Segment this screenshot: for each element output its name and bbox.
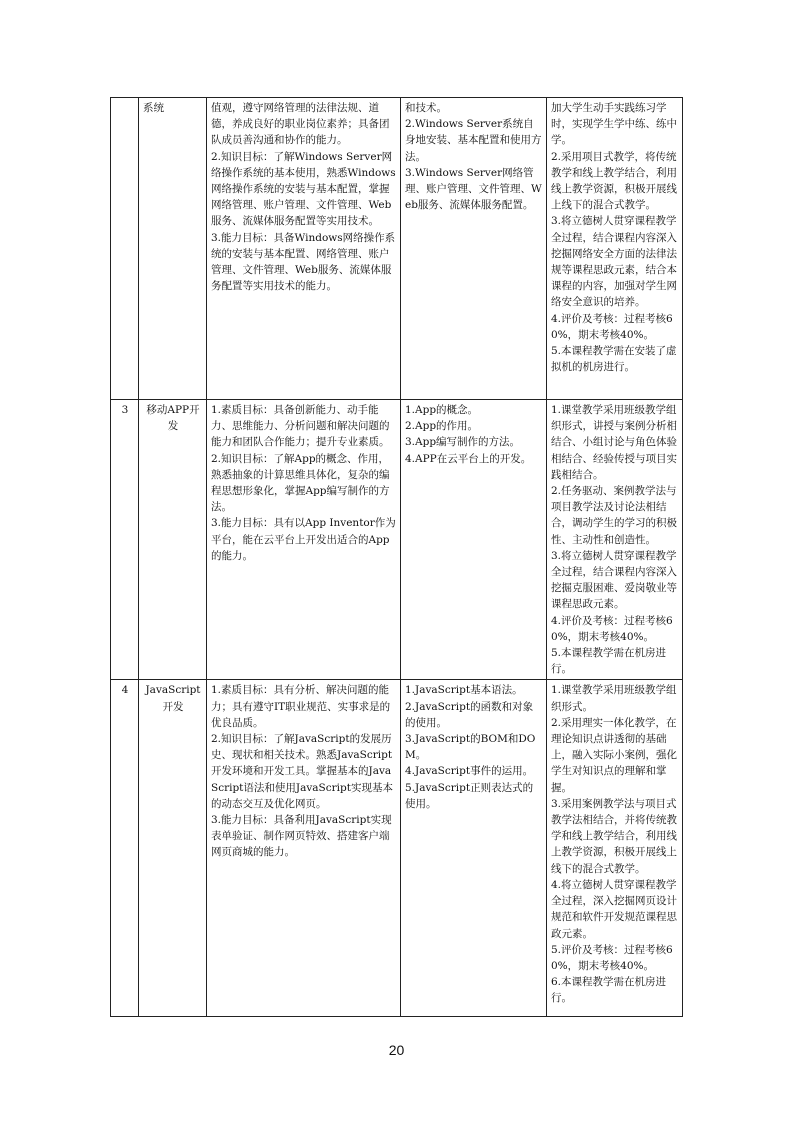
requirement-text: 4.将立德树人贯穿课程教学全过程，深入挖掘网页设计规范和软件开发规范课程思政元素。 bbox=[551, 878, 677, 940]
content-cell bbox=[401, 400, 547, 680]
requirement-text: 2.任务驱动、案例教学法与项目教学法及讨论法相结合，调动学生的学习的积极性、主动性和创造性。 bbox=[551, 485, 677, 546]
objectives-cell bbox=[207, 680, 401, 1017]
requirements-cell bbox=[547, 98, 683, 400]
requirement-text: 5.本课程教学需在安装了虚拟机的机房进行。 bbox=[551, 345, 677, 374]
row-number-cell: 4 bbox=[111, 680, 139, 1017]
requirement-text: 1.课堂教学采用班级教学组织形式，讲授与案例分析相结合、小组讨论与角色体验相结合、经验传授与项目实践相结合。 bbox=[551, 404, 677, 481]
objective-text: 3.能力目标：具有以App Inventor作为平台，能在云平台上开发出适合的App的能力。 bbox=[211, 517, 396, 562]
content-text: 2.JavaScript的函数和对象的使用。 bbox=[405, 700, 534, 729]
requirement-text: 2.采用项目式教学，将传统教学和线上教学结合，利用线上教学资源，积极开展线上线下的混合式教学。 bbox=[551, 150, 677, 212]
requirement-text: 3.将立德树人贯穿课程教学全过程，结合课程内容深入挖掘克服困难、爱岗敬业等课程思政元素。 bbox=[551, 549, 677, 611]
content-text: 2.Windows Server系统自身地安装、基本配置和使用方法。 bbox=[405, 118, 542, 163]
objective-text: 2.知识目标：了解Windows Server网络操作系统的基本使用，熟悉Windows网络操作系统的安装与基本配置，掌握网络管理、账户管理、文件管理、Web服务、流媒体服务配置等实用技术。 bbox=[211, 150, 396, 228]
objective-text: 3.能力目标：具备Windows网络操作系统的安装与基本配置、网络管理、账户管理、文件管理、Web服务、流媒体服务配置等实用技术的能力。 bbox=[211, 231, 396, 293]
objective-text: 2.知识目标：了解JavaScript的发展历史、现状和相关技术。熟悉JavaScript开发环境和开发工具。掌握基本的JavaScript语法和使用JavaScript实现基本的动态交互及优化网页。 bbox=[211, 733, 393, 810]
page-number: 20 bbox=[388, 1042, 405, 1058]
objective-text: 3.能力目标：具备利用JavaScript实现表单验证、制作网页特效、搭建客户端网页商城的能力。 bbox=[211, 814, 392, 859]
requirement-text: 1.课堂教学采用班级教学组织形式。 bbox=[551, 684, 677, 713]
course-name-cell: 系统 bbox=[139, 98, 207, 400]
content-text: 4.JavaScript事件的运用。 bbox=[405, 765, 534, 778]
requirement-text: 3.将立德树人贯穿课程教学全过程，结合课程内容深入挖掘网络安全方面的法律法规等课程思政元素，结合本课程的内容，加强对学生网络安全意识的培养。 bbox=[551, 215, 677, 309]
content-text: 2.App的作用。 bbox=[405, 420, 479, 433]
requirement-text: 3.采用案例教学法与项目式教学法相结合，并将传统教学和线上教学结合，利用线上教学资源，积极开展线上线下的混合式教学。 bbox=[551, 797, 677, 875]
content-text: 5.JavaScript正则表达式的使用。 bbox=[405, 781, 534, 810]
content-text: 3.JavaScript的BOM和DOM。 bbox=[405, 733, 536, 762]
row-number-cell bbox=[111, 98, 139, 400]
requirement-text: 5.评价及考核：过程考核60%，期末考核40%。 bbox=[551, 943, 673, 972]
content-cell bbox=[401, 680, 547, 1017]
requirements-cell bbox=[547, 680, 683, 1017]
requirement-text: 5.本课程教学需在机房进行。 bbox=[551, 647, 667, 676]
objectives-cell bbox=[207, 400, 401, 680]
requirement-text: 2.采用理实一体化教学，在理论知识点讲透彻的基础上，融入实际小案例，强化学生对知识点的理解和掌握。 bbox=[551, 716, 677, 794]
objectives-cell bbox=[207, 98, 401, 400]
table-row bbox=[111, 400, 683, 680]
table-row bbox=[111, 680, 683, 1017]
objective-text: 值观，遵守网络管理的法律法规、道德，养成良好的职业岗位素养；具备团队成员善沟通和协作的能力。 bbox=[211, 102, 390, 147]
content-text: 4.APP在云平台上的开发。 bbox=[405, 452, 532, 465]
requirements-cell bbox=[547, 400, 683, 680]
table-row bbox=[111, 98, 683, 400]
course-name-cell: 移动APP开发 bbox=[139, 400, 207, 680]
course-name-cell: JavaScript开发 bbox=[139, 680, 207, 1017]
objective-text: 1.素质目标：具有分析、解决问题的能力；具有遵守IT职业规范、实事求是的优良品质。 bbox=[211, 684, 391, 729]
content-text: 3.App编写制作的方法。 bbox=[405, 436, 521, 449]
requirement-text: 加大学生动手实践练习学时，实现学生学中练、练中学。 bbox=[551, 102, 677, 147]
requirement-text: 4.评价及考核：过程考核60%，期末考核40%。 bbox=[551, 312, 673, 341]
requirement-text: 4.评价及考核：过程考核60%，期末考核40%。 bbox=[551, 614, 673, 643]
content-text: 1.App的概念。 bbox=[405, 404, 479, 416]
content-cell bbox=[401, 98, 547, 400]
requirement-text: 6.本课程教学需在机房进行。 bbox=[551, 976, 667, 1005]
content-text: 1.JavaScript基本语法。 bbox=[405, 684, 523, 697]
objective-text: 1.素质目标：具备创新能力、动手能力、思维能力、分析问题和解决问题的能力和团队合作能力；提升专业素质。 bbox=[211, 404, 390, 449]
content-text: 和技术。 bbox=[405, 102, 447, 114]
curriculum-table bbox=[110, 97, 683, 1017]
content-text: 3.Windows Server网络管理、账户管理、文件管理、Web服务、流媒体服务配置。 bbox=[405, 166, 542, 212]
row-number-cell: 3 bbox=[111, 400, 139, 680]
objective-text: 2.知识目标：了解App的概念、作用，熟悉抽象的计算思维具体化，复杂的编程思想形象化，掌握App编写制作的方法。 bbox=[211, 452, 390, 514]
